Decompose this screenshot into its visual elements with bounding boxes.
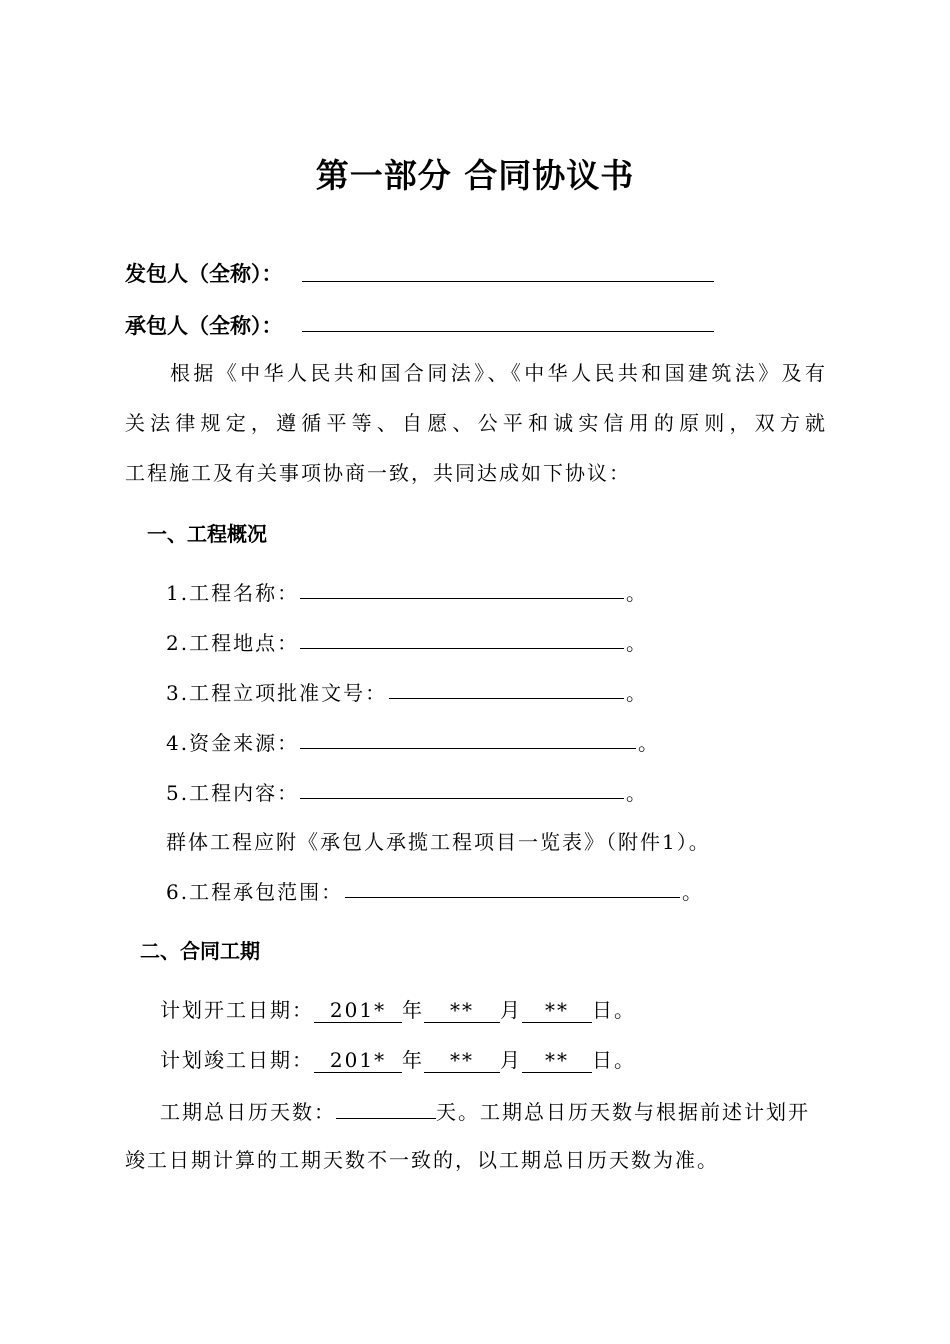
finish-day-field[interactable]: ** <box>522 1048 592 1073</box>
total-days-text: 天。工期总日历天数与根据前述计划开 <box>436 1100 810 1124</box>
total-days-note: 竣工日期计算的工期天数不一致的，以工期总日历天数为准。 <box>125 1148 719 1172</box>
employer-label: 发包人（全称）： <box>125 262 283 286</box>
day-unit: 日。 <box>592 1048 636 1072</box>
contract-scope-blank[interactable] <box>345 897 680 898</box>
finish-year-field[interactable]: 201* <box>314 1048 402 1073</box>
contractor-label: 承包人（全称）： <box>125 314 283 338</box>
approval-number-blank[interactable] <box>389 698 624 699</box>
month-unit: 月 <box>500 998 522 1022</box>
total-days-label: 工期总日历天数： <box>160 1100 336 1124</box>
project-name-blank[interactable] <box>300 598 624 599</box>
planned-finish-date <box>160 1044 636 1073</box>
year-unit: 年 <box>402 1048 424 1072</box>
month-unit: 月 <box>500 1048 522 1072</box>
period-mark: 。 <box>638 731 660 755</box>
intro-line-2: 关法律规定，遵循平等、自愿、公平和诚实信用的原则，双方就 <box>125 411 825 435</box>
finish-month-field[interactable]: ** <box>424 1048 500 1073</box>
section-heading-overview: 一、工程概况 <box>147 522 267 546</box>
period-mark: 。 <box>626 581 648 605</box>
funding-source-label: 4.资金来源： <box>166 731 300 755</box>
start-year-field[interactable]: 201* <box>314 998 402 1023</box>
period-mark: 。 <box>626 631 648 655</box>
year-unit: 年 <box>402 998 424 1022</box>
intro-line-3: 工程施工及有关事项协商一致，共同达成如下协议： <box>125 461 631 485</box>
contract-scope-label: 6.工程承包范围： <box>166 880 344 904</box>
intro-line-1: 根据《中华人民共和国合同法》、《中华人民共和国建筑法》及有 <box>170 361 825 385</box>
project-location-blank[interactable] <box>300 648 624 649</box>
employer-blank[interactable] <box>302 281 714 282</box>
start-date-label: 计划开工日期： <box>160 998 314 1022</box>
planned-start-date <box>160 994 636 1023</box>
group-project-note: 群体工程应附《承包人承揽工程项目一览表》（附件1）。 <box>166 830 711 854</box>
project-content-blank[interactable] <box>300 798 624 799</box>
project-name-label: 1.工程名称： <box>166 581 300 605</box>
page-title: 第一部分 合同协议书 <box>315 156 635 195</box>
approval-number-label: 3.工程立项批准文号： <box>166 681 388 705</box>
contractor-blank[interactable] <box>302 331 714 332</box>
project-location-label: 2.工程地点： <box>166 631 300 655</box>
start-day-field[interactable]: ** <box>522 998 592 1023</box>
funding-source-blank[interactable] <box>300 748 636 749</box>
start-month-field[interactable]: ** <box>424 998 500 1023</box>
section-heading-duration: 二、合同工期 <box>140 939 260 963</box>
period-mark: 。 <box>682 880 704 904</box>
period-mark: 。 <box>626 781 648 805</box>
day-unit: 日。 <box>592 998 636 1022</box>
finish-date-label: 计划竣工日期： <box>160 1048 314 1072</box>
project-content-label: 5.工程内容： <box>166 781 300 805</box>
period-mark: 。 <box>626 681 648 705</box>
total-days-line <box>160 1094 810 1125</box>
total-days-blank[interactable] <box>336 1094 436 1119</box>
